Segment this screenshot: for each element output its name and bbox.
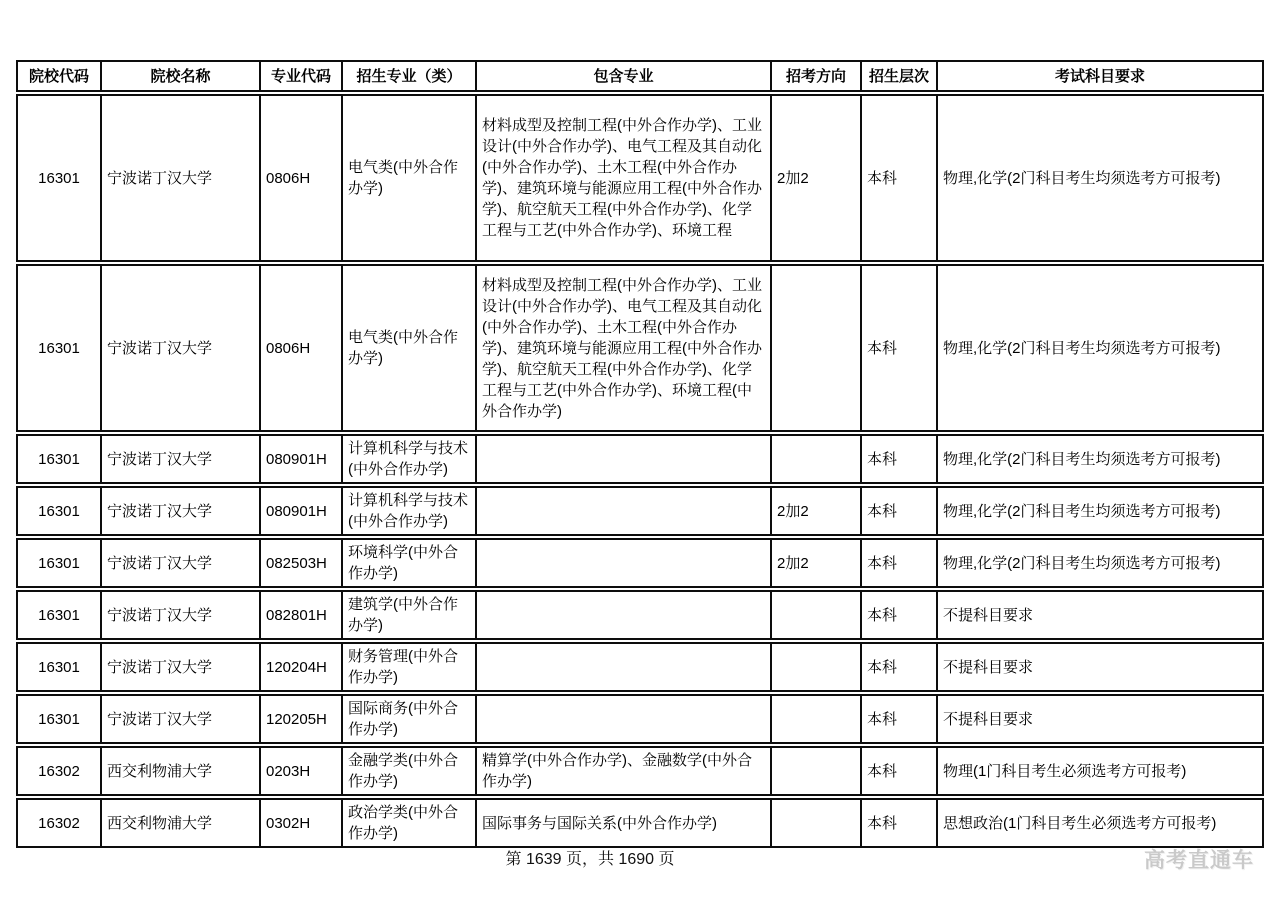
cell-major-code: 082503H [259,538,341,588]
cell-level: 本科 [860,798,936,848]
cell-level: 本科 [860,746,936,796]
admission-table-container [16,58,1264,850]
column-header-direction: 招考方向 [770,60,860,92]
cell-major-code: 0806H [259,264,341,432]
cell-direction [770,434,860,484]
admission-table [16,58,1264,850]
cell-included-majors: 材料成型及控制工程(中外合作办学)、工业设计(中外合作办学)、电气工程及其自动化(中外合作办学)、土木工程(中外合作办学)、建筑环境与能源应用工程(中外合作办学)、航空航天工程(中外合作办学)、化学工程与工艺(中外合作办学)、环境工程(中外合作办学) [475,264,770,432]
cell-institution-code: 16302 [16,798,100,848]
cell-requirements: 物理,化学(2门科目考生均须选考方可报考) [936,434,1264,484]
cell-major-code: 080901H [259,434,341,484]
cell-institution-name: 宁波诺丁汉大学 [100,264,259,432]
cell-major: 电气类(中外合作办学) [341,94,475,262]
cell-major: 政治学类(中外合作办学) [341,798,475,848]
cell-major: 财务管理(中外合作办学) [341,642,475,692]
cell-level: 本科 [860,538,936,588]
cell-major: 计算机科学与技术(中外合作办学) [341,434,475,484]
cell-institution-name: 宁波诺丁汉大学 [100,694,259,744]
cell-major: 电气类(中外合作办学) [341,264,475,432]
page-indicator: 第 1639 页，共 1690 页 [505,851,675,868]
cell-direction: 2加2 [770,538,860,588]
table-row [16,538,1264,588]
cell-level: 本科 [860,434,936,484]
cell-institution-name: 宁波诺丁汉大学 [100,94,259,262]
cell-included-majors [475,486,770,536]
watermark: 高考直通车 [1144,849,1254,872]
cell-included-majors [475,590,770,640]
table-row [16,264,1264,432]
table-header [16,60,1264,92]
table-row [16,434,1264,484]
cell-major: 计算机科学与技术(中外合作办学) [341,486,475,536]
cell-included-majors [475,694,770,744]
table-row [16,746,1264,796]
column-header-institution-code: 院校代码 [16,60,100,92]
cell-institution-name: 西交利物浦大学 [100,746,259,796]
cell-institution-code: 16301 [16,590,100,640]
cell-level: 本科 [860,486,936,536]
column-header-level: 招生层次 [860,60,936,92]
cell-level: 本科 [860,642,936,692]
cell-direction: 2加2 [770,94,860,262]
cell-major: 环境科学(中外合作办学) [341,538,475,588]
cell-institution-name: 宁波诺丁汉大学 [100,538,259,588]
cell-institution-code: 16301 [16,694,100,744]
column-header-major-code: 专业代码 [259,60,341,92]
cell-level: 本科 [860,694,936,744]
cell-institution-name: 宁波诺丁汉大学 [100,486,259,536]
cell-direction [770,798,860,848]
cell-major: 国际商务(中外合作办学) [341,694,475,744]
cell-included-majors [475,538,770,588]
cell-included-majors: 精算学(中外合作办学)、金融数学(中外合作办学) [475,746,770,796]
cell-major-code: 082801H [259,590,341,640]
cell-requirements: 不提科目要求 [936,694,1264,744]
cell-institution-name: 宁波诺丁汉大学 [100,590,259,640]
cell-requirements: 物理,化学(2门科目考生均须选考方可报考) [936,538,1264,588]
cell-major-code: 0203H [259,746,341,796]
table-row [16,694,1264,744]
cell-major-code: 080901H [259,486,341,536]
column-header-requirements: 考试科目要求 [936,60,1264,92]
cell-requirements: 物理(1门科目考生必须选考方可报考) [936,746,1264,796]
cell-institution-code: 16302 [16,746,100,796]
cell-included-majors [475,434,770,484]
cell-institution-name: 宁波诺丁汉大学 [100,642,259,692]
cell-level: 本科 [860,590,936,640]
cell-requirements: 物理,化学(2门科目考生均须选考方可报考) [936,486,1264,536]
table-row [16,642,1264,692]
cell-requirements: 物理,化学(2门科目考生均须选考方可报考) [936,94,1264,262]
cell-institution-name: 西交利物浦大学 [100,798,259,848]
cell-requirements: 思想政治(1门科目考生必须选考方可报考) [936,798,1264,848]
cell-requirements: 不提科目要求 [936,642,1264,692]
cell-institution-code: 16301 [16,486,100,536]
cell-direction [770,746,860,796]
table-row [16,798,1264,848]
cell-included-majors: 国际事务与国际关系(中外合作办学) [475,798,770,848]
cell-institution-code: 16301 [16,264,100,432]
cell-major-code: 0302H [259,798,341,848]
table-row [16,94,1264,262]
cell-institution-code: 16301 [16,538,100,588]
cell-major: 建筑学(中外合作办学) [341,590,475,640]
cell-major-code: 120204H [259,642,341,692]
cell-direction [770,694,860,744]
cell-direction [770,590,860,640]
cell-institution-code: 16301 [16,642,100,692]
column-header-major: 招生专业（类） [341,60,475,92]
cell-level: 本科 [860,264,936,432]
cell-major-code: 120205H [259,694,341,744]
cell-included-majors: 材料成型及控制工程(中外合作办学)、工业设计(中外合作办学)、电气工程及其自动化(中外合作办学)、土木工程(中外合作办学)、建筑环境与能源应用工程(中外合作办学)、航空航天工程(中外合作办学)、化学工程与工艺(中外合作办学)、环境工程 [475,94,770,262]
header-row [16,60,1264,92]
table-row [16,590,1264,640]
column-header-institution-name: 院校名称 [100,60,259,92]
cell-institution-name: 宁波诺丁汉大学 [100,434,259,484]
cell-direction: 2加2 [770,486,860,536]
cell-level: 本科 [860,94,936,262]
cell-major-code: 0806H [259,94,341,262]
cell-requirements: 不提科目要求 [936,590,1264,640]
column-header-included-majors: 包含专业 [475,60,770,92]
cell-included-majors [475,642,770,692]
cell-major: 金融学类(中外合作办学) [341,746,475,796]
cell-institution-code: 16301 [16,94,100,262]
cell-requirements: 物理,化学(2门科目考生均须选考方可报考) [936,264,1264,432]
cell-direction [770,264,860,432]
cell-direction [770,642,860,692]
cell-institution-code: 16301 [16,434,100,484]
table-row [16,486,1264,536]
table-body [16,94,1264,848]
